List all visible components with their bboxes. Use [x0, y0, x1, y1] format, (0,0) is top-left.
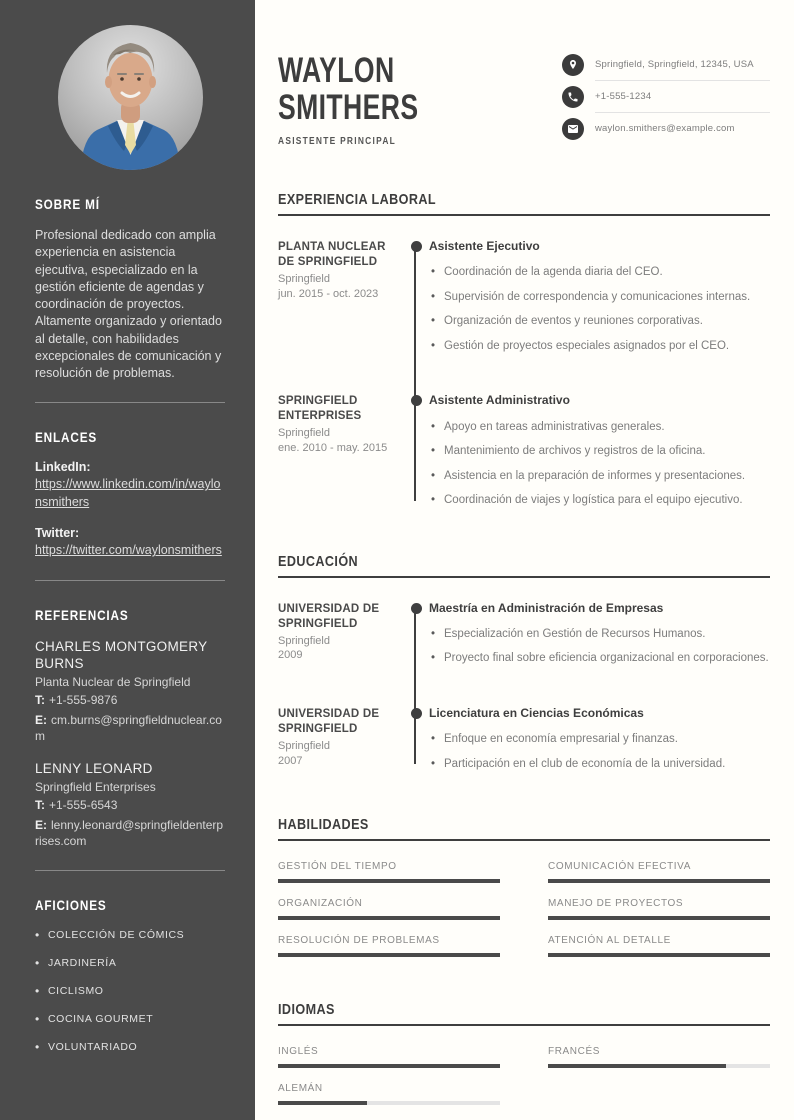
reference-name: LENNY LEONARD	[35, 761, 153, 777]
skill-bar-fill	[278, 916, 500, 920]
hobby-item: • VOLUNTARIADO	[35, 1041, 225, 1053]
skill-bar	[278, 879, 500, 883]
skill-item	[278, 861, 500, 883]
experience-section	[278, 191, 770, 509]
about-section-title: SOBRE MÍ	[35, 196, 100, 212]
languages-section	[278, 1001, 770, 1105]
skill-bar	[548, 879, 770, 883]
school-name: UNIVERSIDAD DE SPRINGFIELD	[278, 602, 380, 630]
contact-location	[562, 54, 770, 81]
hobby-item: • CICLISMO	[35, 985, 225, 997]
bullet: • Coordinación de la agenda diaria del CEO.	[429, 265, 770, 281]
email-text: waylon.smithers@example.com	[595, 123, 735, 134]
skill-bar	[548, 916, 770, 920]
header	[278, 52, 770, 147]
skill-item	[548, 898, 770, 920]
job-dates: jun. 2015 - oct. 2023	[278, 287, 379, 300]
reference-item	[35, 760, 225, 850]
job-location: Springfield	[278, 427, 330, 440]
reference-item	[35, 638, 225, 745]
education-section-title: EDUCACIÓN	[278, 552, 359, 570]
contact-email	[562, 118, 770, 144]
skill-bar	[278, 916, 500, 920]
job-location: Springfield	[278, 273, 330, 286]
degree: Maestría en Administración de Empresas	[429, 600, 664, 615]
education-timeline	[278, 602, 770, 772]
linkedin-label: LinkedIn:	[35, 460, 91, 475]
language-label: INGLÉS	[278, 1046, 319, 1058]
reference-company: Planta Nuclear de Springfield	[35, 674, 191, 689]
skill-label: MANEJO DE PROYECTOS	[548, 898, 684, 910]
resume-main	[255, 0, 794, 1120]
company-name: PLANTA NUCLEAR DE SPRINGFIELD	[278, 241, 386, 269]
skill-bar	[278, 953, 500, 957]
phone-text: +1-555-1234	[595, 86, 770, 113]
skills-section	[278, 816, 770, 957]
links-section-title: ENLACES	[35, 429, 98, 446]
skills-grid	[278, 861, 770, 957]
skills-section-title: HABILIDADES	[278, 816, 369, 834]
school-location: Springfield	[278, 739, 330, 752]
language-bar	[278, 1101, 500, 1105]
skill-bar	[548, 953, 770, 957]
skill-bar-fill	[278, 879, 500, 883]
link-item-twitter	[35, 526, 225, 560]
skill-item	[278, 898, 500, 920]
linkedin-link[interactable]: https://www.linkedin.com/in/waylonsmithers	[35, 477, 221, 509]
skill-bar-fill	[548, 916, 770, 920]
language-bar-fill	[548, 1064, 726, 1068]
job-bullets	[429, 420, 770, 509]
about-text: Profesional dedicado con amplia experiencia en asistencia ejecutiva, especializado en la gestión eficiente de agendas y coordinación de proyectos. Altamente organizado y orientado al detalle, con habilidades excepcionales de comunicación y resolución de problemas.	[35, 228, 222, 380]
experience-entry	[278, 394, 770, 508]
timeline-dot	[411, 603, 422, 614]
school-name: UNIVERSIDAD DE SPRINGFIELD	[278, 707, 380, 735]
reference-email: E: cm.burns@springfieldnuclear.com	[35, 712, 222, 744]
skill-bar-fill	[548, 879, 770, 883]
hobbies-section-title: AFICIONES	[35, 897, 107, 914]
sidebar-divider	[35, 870, 225, 871]
hobby-item: • COLECCIÓN DE CÓMICS	[35, 929, 225, 941]
education-entry	[278, 602, 770, 667]
timeline-dot	[411, 241, 422, 252]
language-bar-fill	[278, 1064, 500, 1068]
sidebar	[0, 0, 255, 1120]
hobby-item: • COCINA GOURMET	[35, 1013, 225, 1025]
school-dates: 2007	[278, 754, 303, 767]
bullet: • Coordinación de viajes y logística para el equipo ejecutivo.	[429, 493, 770, 509]
school-location: Springfield	[278, 634, 330, 647]
profile-photo	[58, 25, 203, 170]
language-item	[278, 1046, 500, 1068]
section-rule	[278, 1024, 770, 1026]
bullet: • Apoyo en tareas administrativas generales.	[429, 420, 770, 436]
section-rule	[278, 214, 770, 216]
section-rule	[278, 576, 770, 578]
sidebar-divider	[35, 580, 225, 581]
bullet: • Asistencia en la preparación de informes y presentaciones.	[429, 469, 770, 485]
degree-bullets	[429, 732, 770, 772]
contact-info	[562, 54, 770, 147]
language-item	[278, 1083, 500, 1105]
bullet: • Especialización en Gestión de Recursos Humanos.	[429, 627, 770, 643]
sidebar-divider	[35, 402, 225, 403]
job-role: Asistente Ejecutivo	[429, 239, 540, 254]
twitter-label: Twitter:	[35, 526, 80, 541]
experience-entry	[278, 240, 770, 354]
skill-label: ATENCIÓN AL DETALLE	[548, 935, 671, 947]
hobbies-list	[35, 929, 225, 1053]
bullet: • Supervisión de correspondencia y comunicaciones internas.	[429, 290, 770, 306]
reference-phone: T: +1-555-9876	[35, 692, 118, 707]
experience-timeline	[278, 240, 770, 509]
skill-item	[548, 935, 770, 957]
bullet: • Participación en el club de economía de la universidad.	[429, 757, 770, 773]
language-label: FRANCÉS	[548, 1046, 600, 1058]
skill-bar-fill	[548, 953, 770, 957]
person-title: ASISTENTE PRINCIPAL	[278, 136, 397, 148]
bullet: • Proyecto final sobre eficiencia organizacional en corporaciones.	[429, 651, 770, 667]
location-icon	[562, 54, 584, 76]
twitter-link[interactable]: https://twitter.com/waylonsmithers	[35, 543, 222, 558]
degree: Licenciatura en Ciencias Económicas	[429, 705, 644, 720]
skill-bar-fill	[278, 953, 500, 957]
education-entry	[278, 707, 770, 772]
job-bullets	[429, 265, 770, 354]
skill-item	[548, 861, 770, 883]
skill-label: COMUNICACIÓN EFECTIVA	[548, 861, 691, 873]
bullet: • Gestión de proyectos especiales asignados por el CEO.	[429, 339, 770, 355]
language-bar	[278, 1064, 500, 1068]
person-name: WAYLON SMITHERS	[278, 51, 419, 128]
bullet: • Organización de eventos y reuniones corporativas.	[429, 314, 770, 330]
language-item	[548, 1046, 770, 1068]
contact-phone	[562, 86, 770, 113]
job-role: Asistente Administrativo	[429, 393, 570, 408]
bullet: • Mantenimiento de archivos y registros de la oficina.	[429, 444, 770, 460]
phone-icon	[562, 86, 584, 108]
section-rule	[278, 839, 770, 841]
skill-label: GESTIÓN DEL TIEMPO	[278, 861, 397, 873]
envelope-icon	[562, 118, 584, 140]
language-bar	[548, 1064, 770, 1068]
job-dates: ene. 2010 - may. 2015	[278, 442, 388, 455]
language-bar-fill	[278, 1101, 367, 1105]
portrait-illustration	[58, 25, 203, 170]
timeline-dot	[411, 708, 422, 719]
skill-item	[278, 935, 500, 957]
languages-section-title: IDIOMAS	[278, 1001, 335, 1019]
skill-label: RESOLUCIÓN DE PROBLEMAS	[278, 935, 440, 947]
school-dates: 2009	[278, 649, 303, 662]
location-text: Springfield, Springfield, 12345, USA	[595, 54, 770, 81]
reference-phone: T: +1-555-6543	[35, 797, 118, 812]
timeline-dot	[411, 395, 422, 406]
reference-name: CHARLES MONTGOMERY BURNS	[35, 638, 208, 672]
references-section-title: REFERENCIAS	[35, 606, 129, 623]
degree-bullets	[429, 627, 770, 667]
reference-company: Springfield Enterprises	[35, 779, 156, 794]
language-label: ALEMÁN	[278, 1083, 323, 1095]
bullet: • Enfoque en economía empresarial y finanzas.	[429, 732, 770, 748]
reference-email: E: lenny.leonard@springfieldenterprises.com	[35, 817, 224, 849]
name-block	[278, 52, 463, 147]
education-section	[278, 553, 770, 772]
company-name: SPRINGFIELD ENTERPRISES	[278, 395, 362, 423]
experience-section-title: EXPERIENCIA LABORAL	[278, 191, 437, 209]
link-item-linkedin	[35, 460, 225, 511]
skill-label: ORGANIZACIÓN	[278, 898, 363, 910]
languages-grid	[278, 1046, 770, 1105]
hobby-item: • JARDINERÍA	[35, 957, 225, 969]
